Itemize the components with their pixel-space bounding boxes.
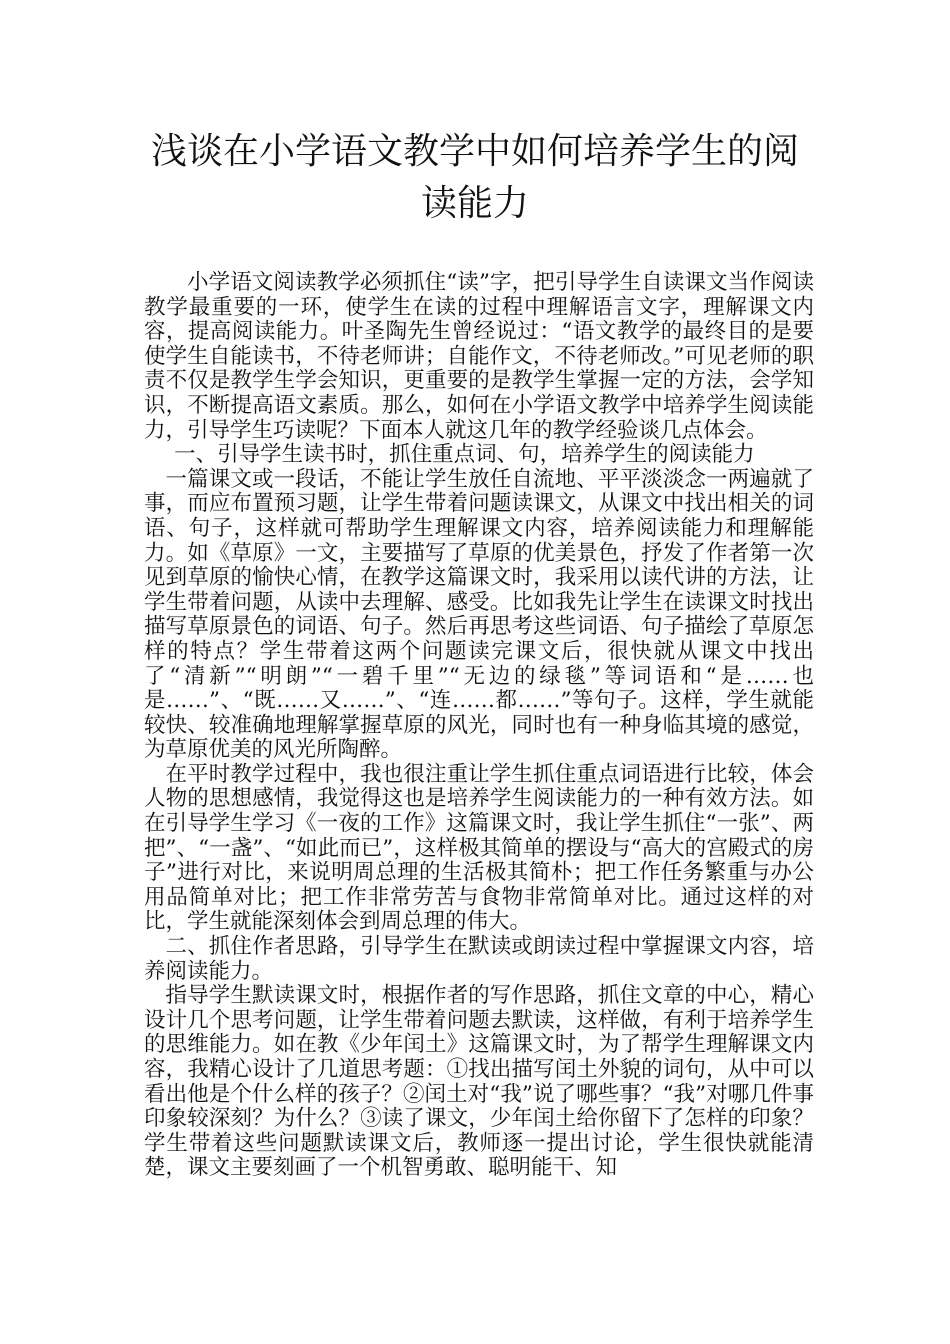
- section-heading-2: 二、抓住作者思路，引导学生在默读或朗读过程中掌握课文内容，培养阅读能力。: [144, 934, 814, 984]
- paragraph-silent-reading: 指导学生默读课文时，根据作者的写作思路，抓住文章的中心，精心设计几个思考问题，让学生带着问题去默读，这样做，有利于培养学生的思维能力。如在教《少年闰土》这篇课文时，为了帮学生理解课文内容，我精心设计了几道思考题：①找出描写闰土外貌的词句，从中可以看出他是个什么样的孩子？②闰土对“我”说了哪些事？“我”对哪几件事印象较深刻？为什么？③读了课文，少年闰土给你留下了怎样的印象？学生带着这些问题默读课文后，教师逐一提出讨论，学生很快就能清楚，课文主要刻画了一个机智勇敢、聪明能干、知: [144, 983, 814, 1181]
- section-heading-1: 一、引导学生读书时，抓住重点词、句，培养学生的阅读能力: [174, 442, 755, 468]
- paragraph-intro: 小学语文阅读教学必须抓住“读”字，把引导学生自读课文当作阅读教学最重要的一环，使学生在读的过程中理解语言文字，理解课文内容，提高阅读能力。叶圣陶先生曾经说过：“语文教学的最终目的是要使学生自能读书，不待老师讲；自能作文，不待老师改。”可见老师的职责不仅是教学生学会知识，更重要的是教学生掌握一定的方法，会学知识，不断提高语文素质。那么，如何在小学语文教学中培养学生阅读能力，引导学生巧读呢？下面本人就这几年的教学经验谈几点体会。: [144, 270, 814, 443]
- paragraph-caoyuan: 一篇课文或一段话，不能让学生放任自流地、平平淡淡念一两遍就了事，而应布置预习题，让学生带着问题读课文，从课文中找出相关的词语、句子，这样就可帮助学生理解课文内容，培养阅读能力和理解能力。如《草原》一文，主要描写了草原的优美景色，抒发了作者第一次见到草原的愉快心情，在教学这篇课文时，我采用以读代讲的方法，让学生带着问题，从读中去理解、感受。比如我先让学生在读课文时找出描写草原景色的词语、句子。然后再思考这些词语、句子描绘了草原怎样的特点？学生带着这两个问题读完课文后，很快就从课文中找出了“清新”“明朗”“一碧千里”“无边的绿毯”等词语和“是……也是……”、“既……又……”、“连……都……”等句子。这样，学生就能较快、较准确地理解掌握草原的风光，同时也有一种身临其境的感觉，为草原优美的风光所陶醉。: [144, 466, 814, 763]
- paragraph-comparison: 在平时教学过程中，我也很注重让学生抓住重点词语进行比较，体会人物的思想感情，我觉得这也是培养学生阅读能力的一种有效方法。如在引导学生学习《一夜的工作》这篇课文时，我让学生抓住“一张”、两把”、“一盏”、“如此而已”，这样极其简单的摆设与“高大的宫殿式的房子”进行对比，来说明周总理的生活极其简朴；把工作任务繁重与办公用品简单对比；把工作非常劳苦与食物非常简单对比。通过这样的对比，学生就能深刻体会到周总理的伟大。: [144, 761, 814, 935]
- document-title: 浅谈在小学语文教学中如何培养学生的阅读能力: [150, 131, 799, 224]
- document-body: [144, 271, 814, 1181]
